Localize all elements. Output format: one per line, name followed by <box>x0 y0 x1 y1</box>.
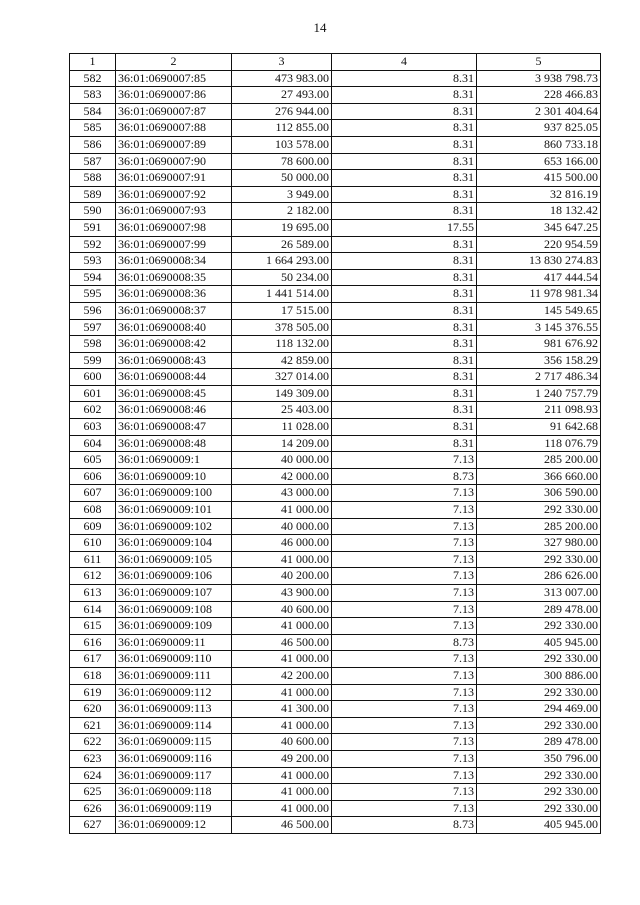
value-cell: 292 330.00 <box>477 800 601 817</box>
row-number-cell: 605 <box>70 452 116 469</box>
area-cell: 46 500.00 <box>232 817 332 834</box>
row-number-cell: 609 <box>70 518 116 535</box>
value-cell: 3 145 376.55 <box>477 319 601 336</box>
row-number-cell: 584 <box>70 103 116 120</box>
table-row <box>70 286 601 303</box>
area-cell: 2 182.00 <box>232 203 332 220</box>
value-cell: 286 626.00 <box>477 568 601 585</box>
row-number-cell: 606 <box>70 468 116 485</box>
cadastral-number-cell: 36:01:0690009:115 <box>116 734 232 751</box>
value-cell: 366 660.00 <box>477 468 601 485</box>
area-cell: 42 000.00 <box>232 468 332 485</box>
table-row <box>70 717 601 734</box>
rate-cell: 7.13 <box>332 585 477 602</box>
value-cell: 292 330.00 <box>477 551 601 568</box>
rate-cell: 8.73 <box>332 468 477 485</box>
cadastral-number-cell: 36:01:0690009:119 <box>116 800 232 817</box>
table-row <box>70 236 601 253</box>
table-row <box>70 352 601 369</box>
cadastral-number-cell: 36:01:0690009:111 <box>116 667 232 684</box>
row-number-cell: 596 <box>70 302 116 319</box>
rate-cell: 8.31 <box>332 203 477 220</box>
row-number-cell: 614 <box>70 601 116 618</box>
table-row <box>70 800 601 817</box>
value-cell: 292 330.00 <box>477 717 601 734</box>
rate-cell: 8.31 <box>332 153 477 170</box>
cadastral-number-cell: 36:01:0690009:107 <box>116 585 232 602</box>
row-number-cell: 592 <box>70 236 116 253</box>
row-number-cell: 603 <box>70 419 116 436</box>
rate-cell: 7.13 <box>332 618 477 635</box>
rate-cell: 7.13 <box>332 800 477 817</box>
rate-cell: 7.13 <box>332 784 477 801</box>
area-cell: 41 000.00 <box>232 618 332 635</box>
value-cell: 292 330.00 <box>477 784 601 801</box>
rate-cell: 8.31 <box>332 120 477 137</box>
table-row <box>70 269 601 286</box>
area-cell: 41 000.00 <box>232 551 332 568</box>
rate-cell: 7.13 <box>332 667 477 684</box>
area-cell: 25 403.00 <box>232 402 332 419</box>
value-cell: 32 816.19 <box>477 186 601 203</box>
table-row <box>70 369 601 386</box>
rate-cell: 8.31 <box>332 319 477 336</box>
value-cell: 211 098.93 <box>477 402 601 419</box>
rate-cell: 8.31 <box>332 170 477 187</box>
area-cell: 50 234.00 <box>232 269 332 286</box>
table-row <box>70 120 601 137</box>
table-row <box>70 136 601 153</box>
cadastral-number-cell: 36:01:0690007:87 <box>116 103 232 120</box>
rate-cell: 8.31 <box>332 186 477 203</box>
table-row <box>70 203 601 220</box>
area-cell: 49 200.00 <box>232 750 332 767</box>
area-cell: 473 983.00 <box>232 70 332 87</box>
row-number-cell: 588 <box>70 170 116 187</box>
area-cell: 3 949.00 <box>232 186 332 203</box>
table-row <box>70 535 601 552</box>
table-row <box>70 302 601 319</box>
cadastral-number-cell: 36:01:0690007:85 <box>116 70 232 87</box>
area-cell: 42 200.00 <box>232 667 332 684</box>
area-cell: 41 000.00 <box>232 784 332 801</box>
rate-cell: 8.31 <box>332 352 477 369</box>
row-number-cell: 621 <box>70 717 116 734</box>
area-cell: 40 000.00 <box>232 452 332 469</box>
rate-cell: 8.31 <box>332 136 477 153</box>
table-row <box>70 87 601 104</box>
row-number-cell: 611 <box>70 551 116 568</box>
cadastral-number-cell: 36:01:0690008:35 <box>116 269 232 286</box>
column-header-1: 1 <box>70 54 116 71</box>
cadastral-number-cell: 36:01:0690008:47 <box>116 419 232 436</box>
cadastral-number-cell: 36:01:0690009:102 <box>116 518 232 535</box>
rate-cell: 7.13 <box>332 502 477 519</box>
cadastral-number-cell: 36:01:0690007:99 <box>116 236 232 253</box>
rate-cell: 8.31 <box>332 269 477 286</box>
rate-cell: 7.13 <box>332 701 477 718</box>
value-cell: 285 200.00 <box>477 518 601 535</box>
area-cell: 112 855.00 <box>232 120 332 137</box>
area-cell: 41 000.00 <box>232 767 332 784</box>
table-row <box>70 103 601 120</box>
row-number-cell: 602 <box>70 402 116 419</box>
rate-cell: 8.31 <box>332 385 477 402</box>
row-number-cell: 616 <box>70 634 116 651</box>
area-cell: 41 000.00 <box>232 684 332 701</box>
area-cell: 1 441 514.00 <box>232 286 332 303</box>
row-number-cell: 604 <box>70 435 116 452</box>
value-cell: 292 330.00 <box>477 767 601 784</box>
table-row <box>70 701 601 718</box>
rate-cell: 7.13 <box>332 684 477 701</box>
cadastral-number-cell: 36:01:0690007:92 <box>116 186 232 203</box>
value-cell: 118 076.79 <box>477 435 601 452</box>
value-cell: 415 500.00 <box>477 170 601 187</box>
cadastral-number-cell: 36:01:0690007:90 <box>116 153 232 170</box>
cadastral-number-cell: 36:01:0690009:106 <box>116 568 232 585</box>
value-cell: 294 469.00 <box>477 701 601 718</box>
cadastral-number-cell: 36:01:0690009:108 <box>116 601 232 618</box>
cadastral-number-cell: 36:01:0690009:110 <box>116 651 232 668</box>
area-cell: 11 028.00 <box>232 419 332 436</box>
value-cell: 18 132.42 <box>477 203 601 220</box>
rate-cell: 7.13 <box>332 651 477 668</box>
cadastral-number-cell: 36:01:0690009:105 <box>116 551 232 568</box>
value-cell: 2 301 404.64 <box>477 103 601 120</box>
value-cell: 292 330.00 <box>477 618 601 635</box>
rate-cell: 8.31 <box>332 286 477 303</box>
table-row <box>70 402 601 419</box>
cadastral-number-cell: 36:01:0690009:114 <box>116 717 232 734</box>
value-cell: 345 647.25 <box>477 219 601 236</box>
cadastral-number-cell: 36:01:0690008:34 <box>116 253 232 270</box>
rate-cell: 7.13 <box>332 452 477 469</box>
row-number-cell: 593 <box>70 253 116 270</box>
cadastral-number-cell: 36:01:0690009:112 <box>116 684 232 701</box>
value-cell: 356 158.29 <box>477 352 601 369</box>
cadastral-number-cell: 36:01:0690007:86 <box>116 87 232 104</box>
row-number-cell: 618 <box>70 667 116 684</box>
area-cell: 327 014.00 <box>232 369 332 386</box>
value-cell: 313 007.00 <box>477 585 601 602</box>
table-row <box>70 170 601 187</box>
row-number-cell: 595 <box>70 286 116 303</box>
row-number-cell: 598 <box>70 336 116 353</box>
table-row <box>70 385 601 402</box>
table-row <box>70 468 601 485</box>
value-cell: 3 938 798.73 <box>477 70 601 87</box>
cadastral-number-cell: 36:01:0690009:12 <box>116 817 232 834</box>
area-cell: 17 515.00 <box>232 302 332 319</box>
rate-cell: 8.31 <box>332 70 477 87</box>
table-row <box>70 253 601 270</box>
row-number-cell: 615 <box>70 618 116 635</box>
value-cell: 292 330.00 <box>477 651 601 668</box>
row-number-cell: 620 <box>70 701 116 718</box>
area-cell: 41 300.00 <box>232 701 332 718</box>
value-cell: 306 590.00 <box>477 485 601 502</box>
cadastral-number-cell: 36:01:0690008:40 <box>116 319 232 336</box>
table-row <box>70 784 601 801</box>
row-number-cell: 601 <box>70 385 116 402</box>
table-row <box>70 219 601 236</box>
row-number-cell: 591 <box>70 219 116 236</box>
column-header-5: 5 <box>477 54 601 71</box>
value-cell: 220 954.59 <box>477 236 601 253</box>
rate-cell: 8.31 <box>332 336 477 353</box>
area-cell: 26 589.00 <box>232 236 332 253</box>
cadastral-number-cell: 36:01:0690008:46 <box>116 402 232 419</box>
row-number-cell: 610 <box>70 535 116 552</box>
table-row <box>70 186 601 203</box>
cadastral-number-cell: 36:01:0690009:109 <box>116 618 232 635</box>
area-cell: 43 000.00 <box>232 485 332 502</box>
rate-cell: 8.31 <box>332 103 477 120</box>
area-cell: 42 859.00 <box>232 352 332 369</box>
cadastral-number-cell: 36:01:0690009:104 <box>116 535 232 552</box>
value-cell: 13 830 274.83 <box>477 253 601 270</box>
value-cell: 292 330.00 <box>477 684 601 701</box>
row-number-cell: 627 <box>70 817 116 834</box>
table-row <box>70 734 601 751</box>
rate-cell: 7.13 <box>332 535 477 552</box>
cadastral-number-cell: 36:01:0690009:116 <box>116 750 232 767</box>
rate-cell: 8.31 <box>332 419 477 436</box>
value-cell: 327 980.00 <box>477 535 601 552</box>
area-cell: 46 000.00 <box>232 535 332 552</box>
rate-cell: 7.13 <box>332 485 477 502</box>
area-cell: 19 695.00 <box>232 219 332 236</box>
rate-cell: 7.13 <box>332 767 477 784</box>
value-cell: 350 796.00 <box>477 750 601 767</box>
table-row <box>70 750 601 767</box>
value-cell: 860 733.18 <box>477 136 601 153</box>
cadastral-number-cell: 36:01:0690008:43 <box>116 352 232 369</box>
cadastral-number-cell: 36:01:0690009:113 <box>116 701 232 718</box>
rate-cell: 8.31 <box>332 253 477 270</box>
row-number-cell: 619 <box>70 684 116 701</box>
area-cell: 378 505.00 <box>232 319 332 336</box>
value-cell: 91 642.68 <box>477 419 601 436</box>
table-row <box>70 518 601 535</box>
table-row <box>70 435 601 452</box>
area-cell: 41 000.00 <box>232 717 332 734</box>
rate-cell: 7.13 <box>332 518 477 535</box>
cadastral-number-cell: 36:01:0690009:100 <box>116 485 232 502</box>
table-row <box>70 817 601 834</box>
row-number-cell: 586 <box>70 136 116 153</box>
table-row <box>70 585 601 602</box>
rate-cell: 8.31 <box>332 435 477 452</box>
table-header-row <box>70 54 601 71</box>
cadastral-number-cell: 36:01:0690008:45 <box>116 385 232 402</box>
table-row <box>70 336 601 353</box>
table-row <box>70 419 601 436</box>
cadastral-number-cell: 36:01:0690008:44 <box>116 369 232 386</box>
row-number-cell: 582 <box>70 70 116 87</box>
cadastral-number-cell: 36:01:0690008:42 <box>116 336 232 353</box>
row-number-cell: 583 <box>70 87 116 104</box>
row-number-cell: 599 <box>70 352 116 369</box>
value-cell: 289 478.00 <box>477 734 601 751</box>
area-cell: 27 493.00 <box>232 87 332 104</box>
area-cell: 40 000.00 <box>232 518 332 535</box>
table-row <box>70 568 601 585</box>
cadastral-number-cell: 36:01:0690009:10 <box>116 468 232 485</box>
area-cell: 50 000.00 <box>232 170 332 187</box>
cadastral-number-cell: 36:01:0690008:36 <box>116 286 232 303</box>
table-row <box>70 767 601 784</box>
cadastral-number-cell: 36:01:0690009:118 <box>116 784 232 801</box>
row-number-cell: 600 <box>70 369 116 386</box>
table-row <box>70 618 601 635</box>
area-cell: 40 600.00 <box>232 734 332 751</box>
area-cell: 103 578.00 <box>232 136 332 153</box>
rate-cell: 8.31 <box>332 87 477 104</box>
table-body <box>70 54 601 834</box>
row-number-cell: 594 <box>70 269 116 286</box>
row-number-cell: 624 <box>70 767 116 784</box>
area-cell: 41 000.00 <box>232 800 332 817</box>
cadastral-number-cell: 36:01:0690007:98 <box>116 219 232 236</box>
rate-cell: 7.13 <box>332 568 477 585</box>
area-cell: 1 664 293.00 <box>232 253 332 270</box>
area-cell: 149 309.00 <box>232 385 332 402</box>
row-number-cell: 626 <box>70 800 116 817</box>
area-cell: 78 600.00 <box>232 153 332 170</box>
row-number-cell: 613 <box>70 585 116 602</box>
area-cell: 43 900.00 <box>232 585 332 602</box>
row-number-cell: 612 <box>70 568 116 585</box>
row-number-cell: 589 <box>70 186 116 203</box>
rate-cell: 7.13 <box>332 717 477 734</box>
rate-cell: 7.13 <box>332 601 477 618</box>
cadastral-number-cell: 36:01:0690007:91 <box>116 170 232 187</box>
table-row <box>70 651 601 668</box>
rate-cell: 7.13 <box>332 750 477 767</box>
area-cell: 40 600.00 <box>232 601 332 618</box>
area-cell: 41 000.00 <box>232 502 332 519</box>
column-header-3: 3 <box>232 54 332 71</box>
value-cell: 405 945.00 <box>477 634 601 651</box>
value-cell: 981 676.92 <box>477 336 601 353</box>
table-row <box>70 551 601 568</box>
table-row <box>70 684 601 701</box>
rate-cell: 8.73 <box>332 634 477 651</box>
table-row <box>70 70 601 87</box>
cadastral-number-cell: 36:01:0690008:37 <box>116 302 232 319</box>
row-number-cell: 587 <box>70 153 116 170</box>
table-row <box>70 634 601 651</box>
value-cell: 300 886.00 <box>477 667 601 684</box>
area-cell: 276 944.00 <box>232 103 332 120</box>
rate-cell: 7.13 <box>332 551 477 568</box>
area-cell: 41 000.00 <box>232 651 332 668</box>
row-number-cell: 622 <box>70 734 116 751</box>
cadastral-number-cell: 36:01:0690007:89 <box>116 136 232 153</box>
column-header-2: 2 <box>116 54 232 71</box>
row-number-cell: 625 <box>70 784 116 801</box>
rate-cell: 17.55 <box>332 219 477 236</box>
value-cell: 285 200.00 <box>477 452 601 469</box>
row-number-cell: 590 <box>70 203 116 220</box>
table-row <box>70 485 601 502</box>
value-cell: 1 240 757.79 <box>477 385 601 402</box>
row-number-cell: 617 <box>70 651 116 668</box>
area-cell: 118 132.00 <box>232 336 332 353</box>
area-cell: 40 200.00 <box>232 568 332 585</box>
rate-cell: 8.31 <box>332 302 477 319</box>
table-row <box>70 502 601 519</box>
row-number-cell: 608 <box>70 502 116 519</box>
cadastral-number-cell: 36:01:0690009:1 <box>116 452 232 469</box>
table-row <box>70 667 601 684</box>
cadastral-number-cell: 36:01:0690008:48 <box>116 435 232 452</box>
cadastral-number-cell: 36:01:0690009:11 <box>116 634 232 651</box>
cadastral-number-cell: 36:01:0690007:93 <box>116 203 232 220</box>
table-row <box>70 319 601 336</box>
rate-cell: 8.31 <box>332 236 477 253</box>
row-number-cell: 607 <box>70 485 116 502</box>
page-number: 14 <box>313 20 327 35</box>
value-cell: 937 825.05 <box>477 120 601 137</box>
rate-cell: 8.31 <box>332 402 477 419</box>
row-number-cell: 623 <box>70 750 116 767</box>
area-cell: 46 500.00 <box>232 634 332 651</box>
table-row <box>70 153 601 170</box>
value-cell: 145 549.65 <box>477 302 601 319</box>
data-table <box>69 53 601 834</box>
value-cell: 417 444.54 <box>477 269 601 286</box>
table-row <box>70 452 601 469</box>
value-cell: 2 717 486.34 <box>477 369 601 386</box>
area-cell: 14 209.00 <box>232 435 332 452</box>
cadastral-number-cell: 36:01:0690009:117 <box>116 767 232 784</box>
cadastral-number-cell: 36:01:0690009:101 <box>116 502 232 519</box>
value-cell: 292 330.00 <box>477 502 601 519</box>
rate-cell: 7.13 <box>332 734 477 751</box>
rate-cell: 8.73 <box>332 817 477 834</box>
column-header-4: 4 <box>332 54 477 71</box>
rate-cell: 8.31 <box>332 369 477 386</box>
row-number-cell: 597 <box>70 319 116 336</box>
value-cell: 653 166.00 <box>477 153 601 170</box>
value-cell: 289 478.00 <box>477 601 601 618</box>
row-number-cell: 585 <box>70 120 116 137</box>
value-cell: 405 945.00 <box>477 817 601 834</box>
table-row <box>70 601 601 618</box>
cadastral-number-cell: 36:01:0690007:88 <box>116 120 232 137</box>
value-cell: 11 978 981.34 <box>477 286 601 303</box>
value-cell: 228 466.83 <box>477 87 601 104</box>
